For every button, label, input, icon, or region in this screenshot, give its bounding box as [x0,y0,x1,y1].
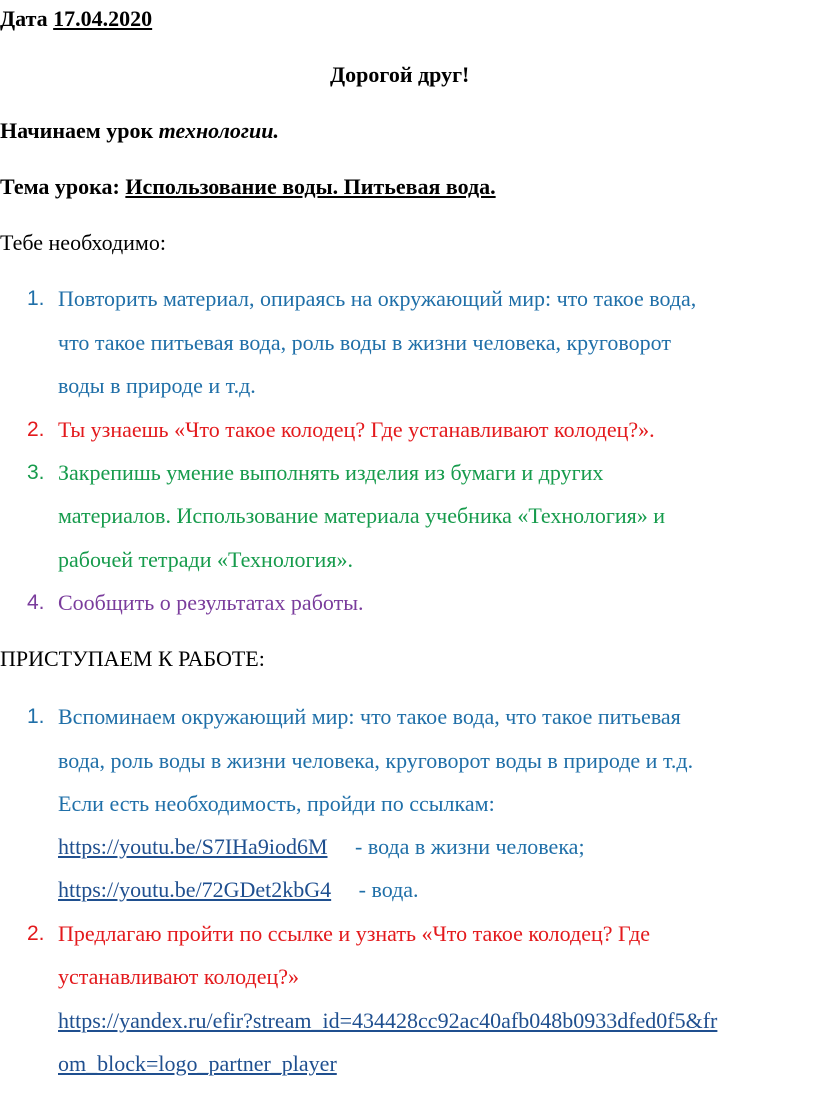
task-3-number: 3. [27,461,45,484]
step-1-link-row-2 [58,879,419,901]
date-value: 17.04.2020 [53,6,153,31]
task-1-number: 1. [27,287,45,310]
task-3-line-2: материалов. Использование материала учебника «Технология» и [58,503,666,528]
work-heading: ПРИСТУПАЕМ К РАБОТЕ: [0,646,265,671]
task-4-number: 4. [27,591,45,614]
need-label: Тебе необходимо: [0,230,166,255]
lesson-intro-line [0,120,279,142]
step-1-line-2: вода, роль воды в жизни человека, круговорот воды в природе и т.д. [58,748,694,773]
step-1-line-3: Если есть необходимость, пройди по ссылкам: [58,791,495,816]
link-1-description: - вода в жизни человека; [355,834,585,859]
date-label: Дата [0,6,48,31]
task-1-line-1: Повторить материал, опираясь на окружающий мир: что такое вода, [58,286,697,311]
link-2-description: - вода. [358,877,419,902]
task-2-line-1: Ты узнаешь «Что такое колодец? Где устанавливают колодец?». [58,417,655,442]
step-1-number: 1. [27,705,45,728]
greeting: Дорогой друг! [330,62,470,87]
date-line [0,8,152,30]
topic-label: Тема урока: [0,174,120,199]
task-3-line-3: рабочей тетради «Технология». [58,547,353,572]
step-2-line-2: устанавливают колодец?» [58,964,300,989]
youtube-link-water[interactable]: https://youtu.be/72GDet2kbG4 [58,877,332,902]
task-3-line-1: Закрепишь умение выполнять изделия из бумаги и других [58,460,604,485]
yandex-link-part-1[interactable]: https://yandex.ru/efir?stream_id=434428cc92ac40afb048b0933dfed0f5&fr [58,1008,718,1033]
step-2-line-1: Предлагаю пройти по ссылке и узнать «Что такое колодец? Где [58,921,651,946]
step-1-line-1: Вспоминаем окружающий мир: что такое вода, что такое питьевая [58,704,681,729]
task-1-line-2: что такое питьевая вода, роль воды в жизни человека, круговорот [58,330,671,355]
task-2-number: 2. [27,418,45,441]
step-2-number: 2. [27,922,45,945]
lesson-intro: Начинаем урок [0,118,154,143]
lesson-subject: технологии. [158,118,280,143]
task-4-line-1: Сообщить о результатах работы. [58,590,364,615]
topic-value: Использование воды. Питьевая вода. [125,174,496,199]
topic-line [0,176,496,198]
task-1-line-3: воды в природе и т.д. [58,373,256,398]
step-1-link-row-1 [58,836,585,858]
yandex-link-part-2[interactable]: om_block=logo_partner_player [58,1051,337,1076]
youtube-link-water-life[interactable]: https://youtu.be/S7IHa9iod6M [58,834,328,859]
